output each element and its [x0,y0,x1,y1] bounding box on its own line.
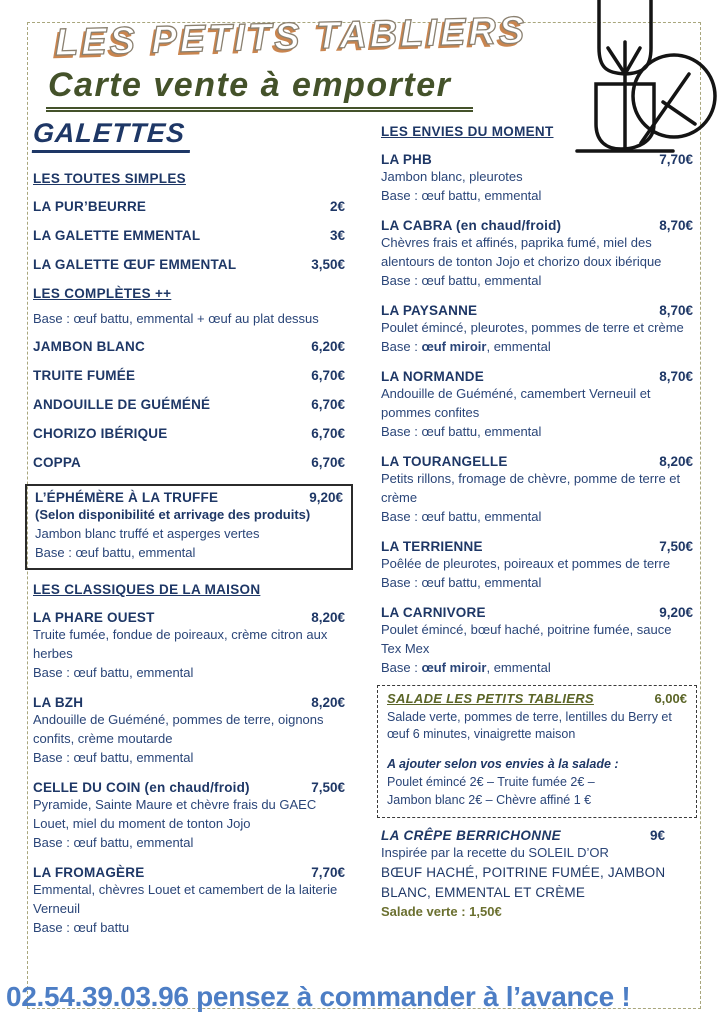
item-name: SALADE LES PETITS TABLIERS [387,691,594,706]
item-name: LA TOURANGELLE [381,454,508,469]
item-desc: Petits rillons, fromage de chèvre, pomme de terre et crème [381,471,681,505]
item-name: LA PAYSANNE [381,303,478,318]
menu-item [33,426,345,441]
salad-box [377,685,697,818]
item-base: Base : œuf battu, emmental [33,665,194,680]
menu-item [33,397,345,412]
salad-addons-line: Jambon blanc 2€ – Chèvre affiné 1 € [387,793,592,807]
menu-item [33,780,345,852]
section-heading-galettes: GALETTES [32,118,192,153]
item-price: 8,20€ [659,454,693,469]
item-name: LA PHB [381,152,432,167]
item-name: LA TERRIENNE [381,539,483,554]
item-price: 8,70€ [659,218,693,233]
section-header-completes: LES COMPLÈTES ++ [33,286,172,301]
menu-item [33,695,345,767]
item-desc: Jambon blanc, pleurotes [381,169,523,184]
item-price: 7,50€ [311,780,345,795]
item-name: LA GALETTE ŒUF EMMENTAL [33,257,237,272]
restaurant-title: LES PETITS TABLIERS [54,9,528,65]
item-price: 3,50€ [311,257,345,272]
item-price: 7,50€ [659,539,693,554]
item-name: LA NORMANDE [381,369,484,384]
item-desc: Chèvres frais et affinés, paprika fumé, miel des alentours de tonton Jojo et chorizo doux ibérique [381,235,662,269]
item-price: 8,70€ [659,303,693,318]
salad-addons-line: Poulet émincé 2€ – Truite fumée 2€ – [387,775,595,789]
item-name: LA CRÊPE BERRICHONNE [381,828,562,843]
item-name: CHORIZO IBÉRIQUE [33,426,168,441]
item-name: LA GALETTE EMMENTAL [33,228,201,243]
menu-item [33,339,345,354]
availability-note: (Selon disponibilité et arrivage des produits) [35,507,311,522]
salad-option-price: Salade verte : 1,50€ [381,904,502,919]
menu-item [381,605,693,677]
item-price: 9€ [649,828,665,843]
item-price: 8,20€ [311,695,345,710]
item-base: Base : œuf battu, emmental [381,424,542,439]
menu-item [33,228,345,243]
item-desc: Salade verte, pommes de terre, lentilles du Berry et œuf 6 minutes, vinaigrette maison [387,710,672,741]
item-base: Base : œuf miroir, emmental [381,660,551,675]
apron-whisk-logo-icon [571,0,723,161]
item-name: LA FROMAGÈRE [33,865,145,880]
section-header-classiques: LES CLASSIQUES DE LA MAISON [33,582,261,597]
item-price: 6,70€ [311,426,345,441]
item-name: CELLE DU COIN (en chaud/froid) [33,780,250,795]
menu-item [381,454,693,526]
item-desc: Andouille de Guéméné, camembert Verneuil et pommes confites [381,386,651,420]
menu-item [33,199,345,214]
item-name: LA PUR’BEURRE [33,199,147,214]
item-desc: Poulet émincé, bœuf haché, poitrine fumée, sauce Tex Mex [381,622,672,656]
menu-item [33,455,345,470]
page-title: Carte vente à emporter [46,66,473,112]
item-name: COPPA [33,455,82,470]
item-desc: Truite fumée, fondue de poireaux, crème citron aux herbes [33,627,328,661]
item-price: 2€ [329,199,345,214]
item-base: Base : œuf battu, emmental [33,750,194,765]
section-header-envies: LES ENVIES DU MOMENT [381,124,554,139]
menu-item [33,257,345,272]
section-header-toutes-simples: LES TOUTES SIMPLES [33,171,186,186]
item-name: LA CARNIVORE [381,605,486,620]
menu-item [381,218,693,290]
item-name: JAMBON BLANC [33,339,145,354]
item-name: L’ÉPHÉMÈRE À LA TRUFFE [35,490,219,505]
item-price: 3€ [329,228,345,243]
menu-item [381,828,693,919]
item-name: LA CABRA (en chaud/froid) [381,218,562,233]
menu-item [381,303,693,356]
item-price: 8,70€ [659,369,693,384]
item-base: Base : œuf battu, emmental [381,575,542,590]
item-name: ANDOUILLE DE GUÉMÉNÉ [33,397,211,412]
item-price: 6,70€ [311,455,345,470]
item-base: Base : œuf battu, emmental [33,835,194,850]
menu-item [33,368,345,383]
item-price: 8,20€ [311,610,345,625]
item-base: Base : œuf battu, emmental [381,509,542,524]
left-column [33,118,345,950]
item-base: Base : œuf battu, emmental [35,545,196,560]
item-price: 6,70€ [311,397,345,412]
menu-item [381,539,693,592]
menu-item [33,865,345,937]
item-price: 6,70€ [311,368,345,383]
phone-order-banner: 02.54.39.03.96 pensez à commander à l’avance ! [6,981,631,1012]
menu-item [33,610,345,682]
item-base: Base : œuf miroir, emmental [381,339,551,354]
item-name: TRUITE FUMÉE [33,368,136,383]
item-base: Base : œuf battu, emmental [381,273,542,288]
item-desc: BŒUF HACHÉ, POITRINE FUMÉE, JAMBON BLANC, EMMENTAL ET CRÈME [381,865,666,900]
salad-addons-title: A ajouter selon vos envies à la salade : [387,757,619,771]
section-note: Base : œuf battu, emmental + œuf au plat dessus [33,311,319,326]
item-desc: Pyramide, Sainte Maure et chèvre frais du GAEC Louet, miel du moment de tonton Jojo [33,797,317,831]
item-name: LA PHARE OUEST [33,610,155,625]
menu-item [381,369,693,441]
item-name: LA BZH [33,695,84,710]
item-desc: Emmental, chèvres Louet et camembert de la laiterie Verneuil [33,882,338,916]
right-column [381,124,693,932]
item-desc: Poulet émincé, pleurotes, pommes de terre et crème [381,320,684,335]
item-desc: Andouille de Guéméné, pommes de terre, oignons confits, crème moutarde [33,712,324,746]
item-desc: Poêlée de pleurotes, poireaux et pommes de terre [381,556,671,571]
item-price: 7,70€ [659,152,693,167]
item-price: 6,00€ [654,691,687,706]
item-price: 6,20€ [311,339,345,354]
item-base: Base : œuf battu, emmental [381,188,542,203]
item-price: 7,70€ [311,865,345,880]
truffle-special-box [25,484,353,570]
item-desc: Jambon blanc truffé et asperges vertes [35,526,260,541]
item-price: 9,20€ [659,605,693,620]
item-desc: Inspirée par la recette du SOLEIL D’OR [381,845,609,860]
item-base: Base : œuf battu [33,920,130,935]
item-price: 9,20€ [309,490,343,505]
